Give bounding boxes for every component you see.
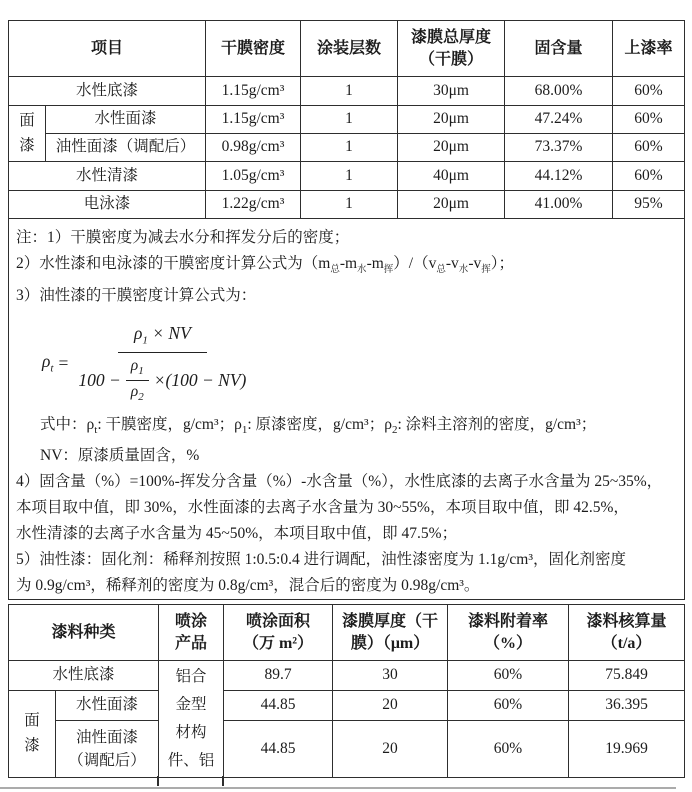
table-continuation-border-left — [157, 776, 159, 786]
note-text: 2）水性漆和电泳漆的干膜密度计算公式为（m — [16, 255, 331, 272]
subscript: 水 — [357, 265, 367, 275]
cell-rate: 60% — [613, 106, 685, 134]
cell-solid: 44.12% — [505, 162, 613, 191]
name-line-2: （调配后） — [68, 752, 146, 769]
inner-numerator — [126, 357, 149, 381]
header-line-1: 喷涂 — [175, 612, 208, 630]
table-row — [9, 661, 685, 691]
cell-rate: 60% — [613, 134, 685, 162]
product-line: 材构 — [175, 724, 207, 741]
note-2 — [16, 251, 676, 283]
rho-symbol: ρ — [130, 382, 139, 400]
cell-density: 1.05g/cm³ — [206, 162, 301, 191]
inner-fraction — [126, 357, 149, 405]
cell-density: 1.22g/cm³ — [206, 191, 301, 219]
subscript: 总 — [436, 265, 446, 275]
header-line-1: 漆料核算量 — [586, 612, 667, 630]
table-row — [9, 106, 685, 134]
cell-thickness: 20μm — [398, 134, 505, 162]
note-5-line1: 5）油性漆：固化剂：稀释剂按照 1:0.5:0.4 进行调配，油性漆密度为 1.1g/cm³，固化剂密度 — [16, 551, 627, 569]
note-text: -v — [445, 255, 459, 272]
cell-paint-name: 油性面漆（调配后） — [46, 134, 206, 162]
header-line-2: （万 m²） — [242, 634, 314, 652]
note-text: 式中：ρ — [40, 416, 95, 434]
col-header-adhesion-rate — [448, 605, 569, 661]
rho-symbol: ρ — [133, 323, 143, 343]
cell-thickness: 30 — [333, 661, 448, 691]
cell-thickness: 40μm — [398, 162, 505, 191]
cell-density: 1.15g/cm³ — [206, 77, 301, 106]
cell-rate: 95% — [613, 191, 685, 219]
note-text: -m — [339, 255, 358, 272]
notes-row — [9, 219, 685, 600]
col-header-paint-rate: 上漆率 — [613, 21, 685, 77]
subscript: 水 — [458, 265, 469, 275]
cell-layers: 1 — [301, 77, 398, 106]
formula-lhs — [42, 351, 53, 376]
subscript: 总 — [330, 265, 340, 275]
group-label-char: 面 — [19, 111, 35, 129]
table-header-row — [9, 605, 685, 661]
group-label-char: 漆 — [19, 136, 35, 154]
cell-area: 44.85 — [224, 721, 333, 778]
header-line-1: 喷涂面积 — [246, 612, 311, 630]
subscript: 2 — [391, 424, 398, 437]
page-cut-line — [0, 787, 676, 789]
note-4-line3: 水性清漆的去离子水含量为 45~50%，本项目取中值，即 47.5%； — [16, 525, 458, 543]
header-line-1: 漆料附着率 — [468, 612, 549, 630]
subscript: t — [50, 362, 54, 375]
group-label-topcoat — [9, 691, 56, 778]
cell-thickness: 20 — [333, 721, 448, 778]
table-header-row — [9, 21, 685, 77]
cell-solid: 73.37% — [505, 134, 613, 162]
formula-text: × NV — [147, 323, 191, 343]
cell-paint-name — [56, 721, 159, 778]
col-header-sprayed-product — [159, 605, 224, 661]
cell-amount: 75.849 — [569, 661, 685, 691]
cell-adhesion: 60% — [448, 691, 569, 721]
header-line-1: 漆膜总厚度 — [411, 28, 492, 46]
formula-text: ×(100 − NV) — [153, 369, 247, 390]
table-row — [9, 134, 685, 162]
cell-rate: 60% — [613, 162, 685, 191]
fraction-denominator — [78, 353, 246, 405]
cell-layers: 1 — [301, 191, 398, 219]
note-5-line2: 为 0.9g/cm³，稀释剂的密度为 0.8g/cm³，混合后的密度为 0.98g/cm³。 — [16, 577, 480, 595]
cell-thickness: 30μm — [398, 77, 505, 106]
cell-amount: 19.969 — [569, 721, 685, 778]
product-line: 件、铝 — [167, 752, 215, 769]
note-text: : 干膜密度，g/cm³；ρ — [97, 416, 242, 434]
note-4-line1: 4）固含量（%）=100%-挥发分含量（%）-水含量（%），水性底漆的去离子水含量为 25~35%， — [16, 473, 663, 491]
table-row — [9, 162, 685, 191]
note-text: : 涂料主溶剂的密度，g/cm³； — [397, 416, 597, 434]
cell-paint-name: 电泳漆 — [9, 191, 206, 219]
header-line-2: 膜）（μm） — [350, 634, 430, 652]
cell-thickness: 20 — [333, 691, 448, 721]
cell-layers: 1 — [301, 106, 398, 134]
table-row — [9, 721, 685, 778]
table-row — [9, 191, 685, 219]
table-notes — [9, 219, 685, 600]
subscript: 1 — [241, 424, 248, 437]
product-line: 金型 — [175, 696, 207, 713]
cell-layers: 1 — [301, 162, 398, 191]
group-label-char: 面 — [24, 712, 40, 730]
cell-paint-name: 水性面漆 — [46, 106, 206, 134]
equals-sign: = — [58, 353, 69, 374]
col-header-layers: 涂装层数 — [301, 21, 398, 77]
cell-adhesion: 60% — [448, 721, 569, 778]
subscript: 挥 — [481, 265, 491, 275]
paint-accounting-table — [8, 604, 685, 778]
header-line-1: 漆膜厚度（干 — [342, 612, 439, 630]
cell-thickness: 20μm — [398, 106, 505, 134]
cell-paint-name: 水性底漆 — [9, 661, 159, 691]
cell-adhesion: 60% — [448, 661, 569, 691]
subscript: t — [94, 424, 98, 437]
cell-paint-name: 水性面漆 — [56, 691, 159, 721]
col-header-paint-type: 漆料种类 — [9, 605, 159, 661]
note-text: ）/（v — [393, 255, 437, 272]
note-text: ）； — [490, 255, 515, 272]
group-label-topcoat — [9, 106, 46, 162]
col-header-item: 项目 — [9, 21, 206, 77]
product-line: 铝合 — [175, 668, 207, 685]
fraction-numerator — [118, 323, 207, 353]
cell-paint-name: 水性底漆 — [9, 77, 206, 106]
table-row — [9, 77, 685, 106]
cell-amount: 36.395 — [569, 691, 685, 721]
dry-film-density-formula — [42, 323, 676, 404]
note-1: 注：1）干膜密度为减去水分和挥发分后的密度； — [16, 229, 350, 246]
cell-density: 1.15g/cm³ — [206, 106, 301, 134]
note-text: -m — [366, 255, 384, 272]
name-line-1: 油性面漆 — [76, 728, 139, 746]
subscript: 挥 — [383, 265, 394, 275]
header-line-2: （干膜） — [419, 50, 484, 68]
group-label-char: 漆 — [24, 737, 40, 754]
cell-density: 0.98g/cm³ — [206, 134, 301, 162]
cell-solid: 68.00% — [505, 77, 613, 106]
col-header-accounting-amount — [569, 605, 685, 661]
note-4-line2: 本项目取中值，即 30%，水性面漆的去离子水含量为 30~55%，本项目取中值，即 42.5%， — [16, 499, 629, 517]
subscript: 1 — [142, 334, 148, 347]
table-row — [9, 691, 685, 721]
subscript: 2 — [138, 391, 144, 404]
col-header-spray-area — [224, 605, 333, 661]
rho-symbol: ρ — [42, 351, 51, 372]
formula-text: 100 − — [78, 369, 121, 390]
fraction — [78, 323, 246, 404]
note-text: : 原漆密度，g/cm³；ρ — [247, 416, 392, 434]
col-header-film-thickness — [333, 605, 448, 661]
col-header-solid-content: 固含量 — [505, 21, 613, 77]
cell-layers: 1 — [301, 134, 398, 162]
formula-legend-nv: NV：原漆质量固含，% — [40, 447, 200, 465]
header-line-2: （%） — [484, 634, 533, 652]
cell-thickness: 20μm — [398, 191, 505, 219]
formula-legend — [16, 412, 676, 443]
inner-denominator — [131, 381, 144, 404]
note-3: 3）油性漆的干膜密度计算公式为： — [16, 287, 257, 304]
cell-rate: 60% — [613, 77, 685, 106]
col-header-dry-density: 干膜密度 — [206, 21, 301, 77]
table-continuation-border-right — [222, 776, 224, 786]
cell-solid: 47.24% — [505, 106, 613, 134]
cell-solid: 41.00% — [505, 191, 613, 219]
cell-sprayed-product — [159, 661, 224, 778]
header-line-2: 产品 — [175, 634, 208, 652]
cell-area: 44.85 — [224, 691, 333, 721]
header-line-2: （t/a） — [601, 634, 652, 652]
subscript: 1 — [138, 364, 144, 377]
cell-area: 89.7 — [224, 661, 333, 691]
col-header-thickness — [398, 21, 505, 77]
rho-symbol: ρ — [130, 356, 139, 374]
cell-paint-name: 水性清漆 — [9, 162, 206, 191]
coating-parameters-table — [8, 20, 685, 600]
note-text: -v — [468, 255, 482, 272]
